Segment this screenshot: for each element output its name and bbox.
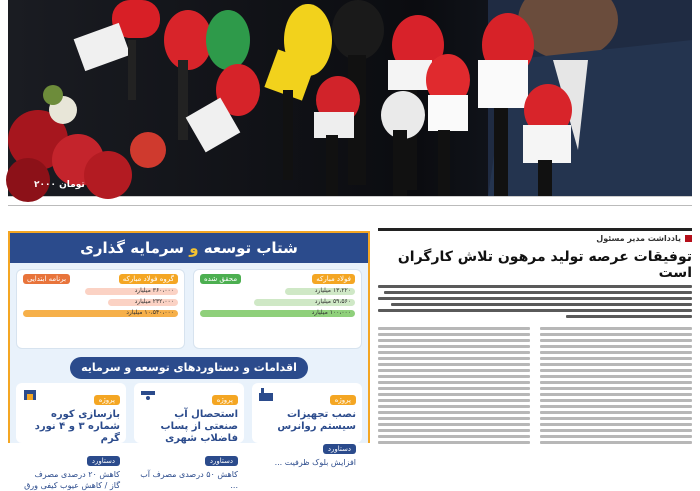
stat-right-label: فولاد مبارکه [312, 274, 355, 284]
project-tag: پروژه [94, 395, 120, 405]
project-title: استحصال آب صنعتی از پساب فاضلاب شهری [160, 409, 238, 444]
stat-left-bar-3: ۱۰،۵۴۰،۰۰۰ میلیارد [23, 310, 178, 317]
factory-icon [258, 387, 274, 401]
projects-columns [16, 383, 362, 490]
achievement-text: کاهش ۵۰ درصدی مصرف آب ... [140, 470, 238, 490]
achievement-tag: دستاورد [205, 456, 238, 466]
project-tag: پروژه [212, 395, 238, 405]
article-body-columns [378, 324, 692, 447]
stats-row [16, 269, 362, 349]
editorial-article [378, 228, 692, 441]
achievement-text: کاهش ۲۰ درصدی مصرف گاز / کاهش عیوب کیفی ورق [24, 470, 120, 490]
microphones-illustration [8, 0, 692, 196]
section-title: اقدامات و دستاوردهای توسعه و سرمایه [70, 357, 308, 379]
infographic-title-amp: و [189, 239, 199, 257]
achievement-tag: دستاورد [87, 456, 120, 466]
project-title: نصب تجهیزات سیستم روانرس [277, 409, 356, 432]
article-kicker [378, 228, 692, 243]
infographic-title-part1: شتاب توسعه [203, 239, 298, 257]
achievement-text: افزایش بلوک ظرفیت ... [274, 458, 356, 467]
stat-left-chip: برنامه ابتدایی [23, 274, 70, 284]
project-column [134, 383, 244, 490]
kicker-square-icon [685, 235, 692, 242]
article-lead [378, 285, 692, 318]
infographic-panel [8, 231, 370, 490]
infographic-title [10, 233, 368, 263]
mic-green [206, 10, 250, 70]
kicker-text: یادداشت مدیر مسئول [596, 234, 681, 243]
project-tag: پروژه [330, 395, 356, 405]
project-title: بازسازی کوره شماره ۳ و ۴ نورد گرم [34, 409, 120, 444]
article-column-right [540, 324, 692, 447]
project-column [16, 383, 126, 490]
project-column [252, 383, 362, 467]
stat-left-bar-2: ۲۳۲،۰۰۰ میلیارد [108, 299, 178, 306]
section-divider [8, 205, 692, 206]
stat-left-bar-1: ۳۶۰،۰۰۰ میلیارد [85, 288, 178, 295]
stat-right-chip: محقق شده [200, 274, 241, 284]
article-column-left [378, 324, 530, 447]
infographic-title-part2: سرمایه گذاری [80, 239, 184, 257]
stat-card-right [193, 269, 362, 349]
furnace-icon [22, 387, 38, 401]
water-pipe-icon [140, 387, 156, 401]
press-conference-photo [8, 0, 692, 197]
stat-right-bar-3: ۱۰۰،۰۰۰ میلیارد [200, 310, 355, 317]
article-headline: توفیقات عرصه تولید مرهون تلاش کارگران است [397, 249, 692, 281]
stat-left-label: گروه فولاد مبارکه [119, 274, 178, 284]
photo-caption: ۲۰۰۰ تومان [34, 180, 85, 190]
stat-card-left [16, 269, 185, 349]
stat-right-bar-2: ۵۹،۵۶۰ میلیارد [254, 299, 355, 306]
stat-right-bar-1: ۱۳،۲۲۰ میلیارد [285, 288, 355, 295]
achievement-tag: دستاورد [323, 444, 356, 454]
